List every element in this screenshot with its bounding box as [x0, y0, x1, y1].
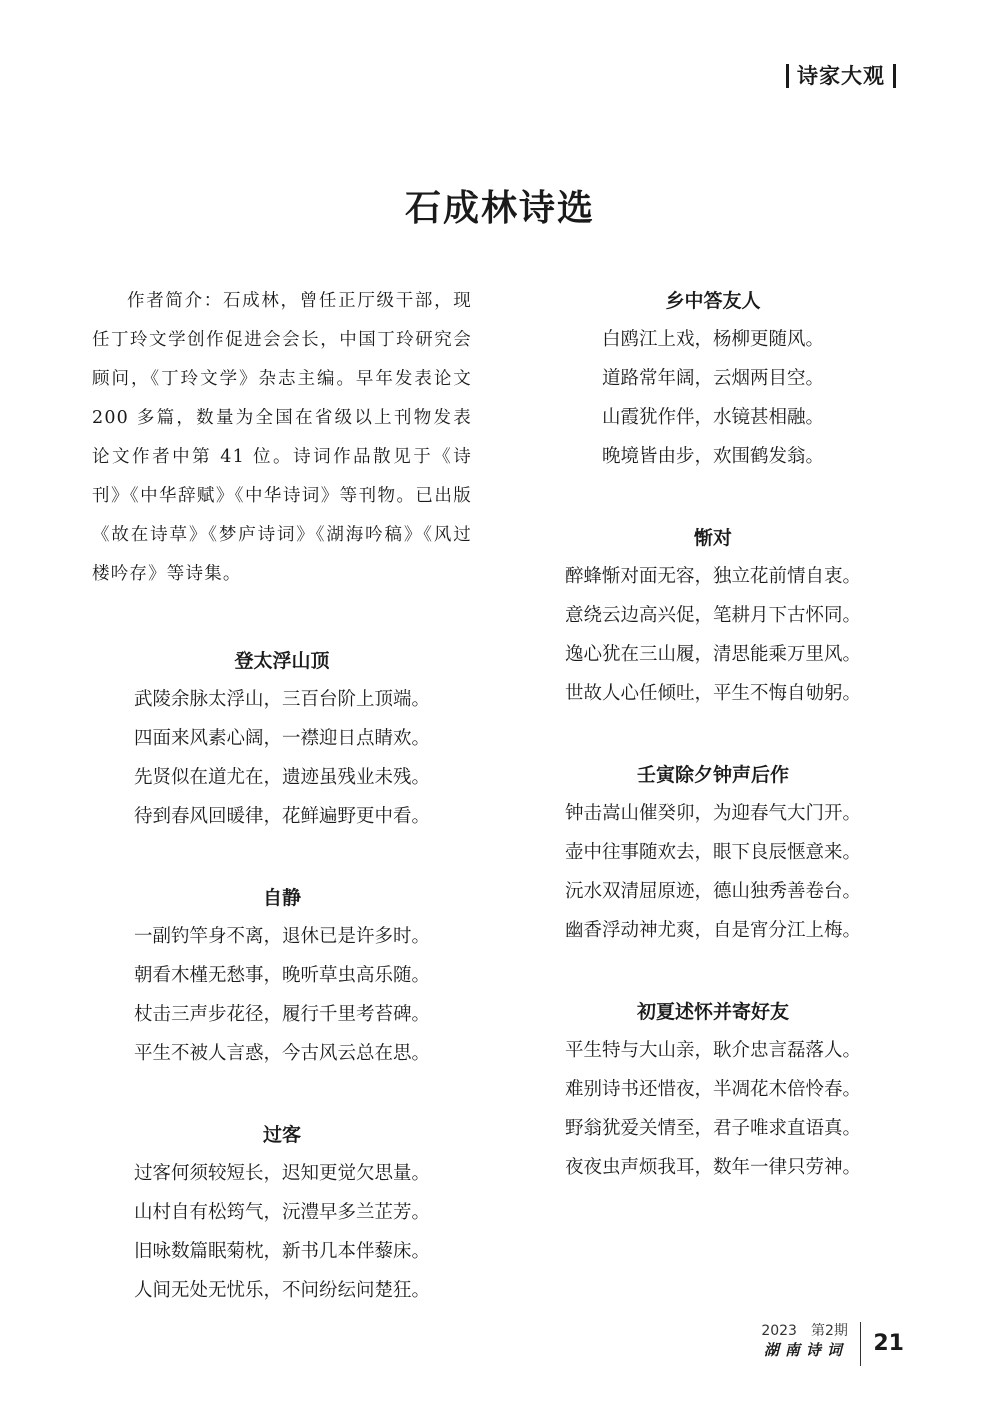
poem [92, 879, 472, 1073]
poem-line: 平生不被人言惑，今古风云总在思。 [133, 1043, 430, 1064]
poem-line: 夜夜虫声烦我耳，数年一律只劳神。 [564, 1157, 861, 1178]
poem-line: 山霞犹作伴，水镜甚相融。 [601, 407, 824, 428]
poem-line: 先贤似在道尤在，遗迹虽残业未残。 [133, 767, 430, 788]
page-title: 石成林诗选 [404, 187, 595, 229]
poem-line: 过客何须较短长，迟知更觉欠思量。 [133, 1163, 430, 1184]
poem-line: 钟击嵩山催癸卯，为迎春气大门开。 [564, 803, 861, 824]
poem-line: 沅水双清屈原迹，德山独秀善卷台。 [564, 881, 861, 902]
poem-title: 登太浮山顶 [234, 650, 330, 672]
poem-title: 壬寅除夕钟声后作 [636, 764, 789, 786]
poem-line: 醉蜂惭对面无容，独立花前情自衷。 [564, 566, 861, 587]
poem-line: 意绕云边高兴促，笔耕月下古怀同。 [564, 605, 861, 626]
poem-title: 惭对 [693, 527, 732, 549]
poem-line: 杖击三声步花径，履行千里考苔碑。 [133, 1004, 430, 1025]
poem-line: 待到春风回暖律，花鲜遍野更中看。 [133, 806, 430, 827]
section-tag: 诗家大观 [786, 64, 896, 88]
left-column [92, 282, 472, 1310]
right-column [548, 282, 878, 1187]
poem-line: 人间无处无忧乐，不问纷纭问楚狂。 [133, 1280, 430, 1301]
poem [548, 519, 878, 713]
poem-line: 世故人心任倾吐，平生不悔自劬躬。 [564, 683, 861, 704]
poem-line: 幽香浮动神尤爽，自是宵分江上梅。 [564, 920, 861, 941]
poem-line: 平生特与大山亲，耿介忠言磊落人。 [564, 1040, 861, 1061]
poem-line: 朝看木槿无愁事，晚听草虫高乐随。 [133, 965, 430, 986]
poem-title: 过客 [262, 1124, 301, 1146]
poem-line: 一副钓竿身不离，退休已是许多时。 [133, 926, 430, 947]
poem-line: 四面来风素心阔，一襟迎日点睛欢。 [133, 728, 430, 749]
poem-line: 白鸥江上戏，杨柳更随风。 [601, 329, 824, 350]
poem [548, 282, 878, 476]
poem-line: 壶中往事随欢去，眼下良辰惬意来。 [564, 842, 861, 863]
poem-line: 武陵余脉太浮山，三百台阶上顶端。 [133, 689, 430, 710]
page-number: 21 [873, 1331, 904, 1356]
page-footer [761, 1322, 904, 1366]
author-bio: 作者简介：石成林，曾任正厅级干部，现任丁玲文学创作促进会会长，中国丁玲研究会顾问，《丁玲文学》杂志主编。早年发表论文 200 多篇，数量为全国在省级以上刊物发表论文作者中第 41 位。诗词作品散见于《诗刊》《中华辞赋》《中华诗词》等刊物。已出版《故在诗草》《梦庐诗词》《湖海吟稿》《风过楼吟存》等诗集。 [92, 291, 472, 584]
poem [92, 642, 472, 836]
poem-line: 道路常年阔，云烟两目空。 [601, 368, 824, 389]
poem-title: 初夏述怀并寄好友 [636, 1001, 789, 1023]
poem-title: 乡中答友人 [665, 290, 761, 312]
poem-line: 野翁犹爱关情至，君子唯求直语真。 [564, 1118, 861, 1139]
poem-line: 旧咏数篇眠菊枕，新书几本伴藜床。 [133, 1241, 430, 1262]
poem-line: 逸心犹在三山履，清思能乘万里风。 [564, 644, 861, 665]
footer-divider [860, 1322, 862, 1366]
poem [548, 756, 878, 950]
footer-info [761, 1322, 860, 1366]
poem [548, 993, 878, 1187]
magazine-name: 湖南诗词 [763, 1341, 848, 1359]
poem-title: 自静 [262, 887, 301, 909]
poem-line: 山村自有松筠气，沅澧早多兰芷芳。 [133, 1202, 430, 1223]
poem-line: 难别诗书还惜夜，半凋花木倍怜春。 [564, 1079, 861, 1100]
poem [92, 1116, 472, 1310]
issue-label: 2023 第2期 [761, 1323, 848, 1339]
poem-line: 晚境皆由步，欢围鹤发翁。 [601, 446, 824, 467]
